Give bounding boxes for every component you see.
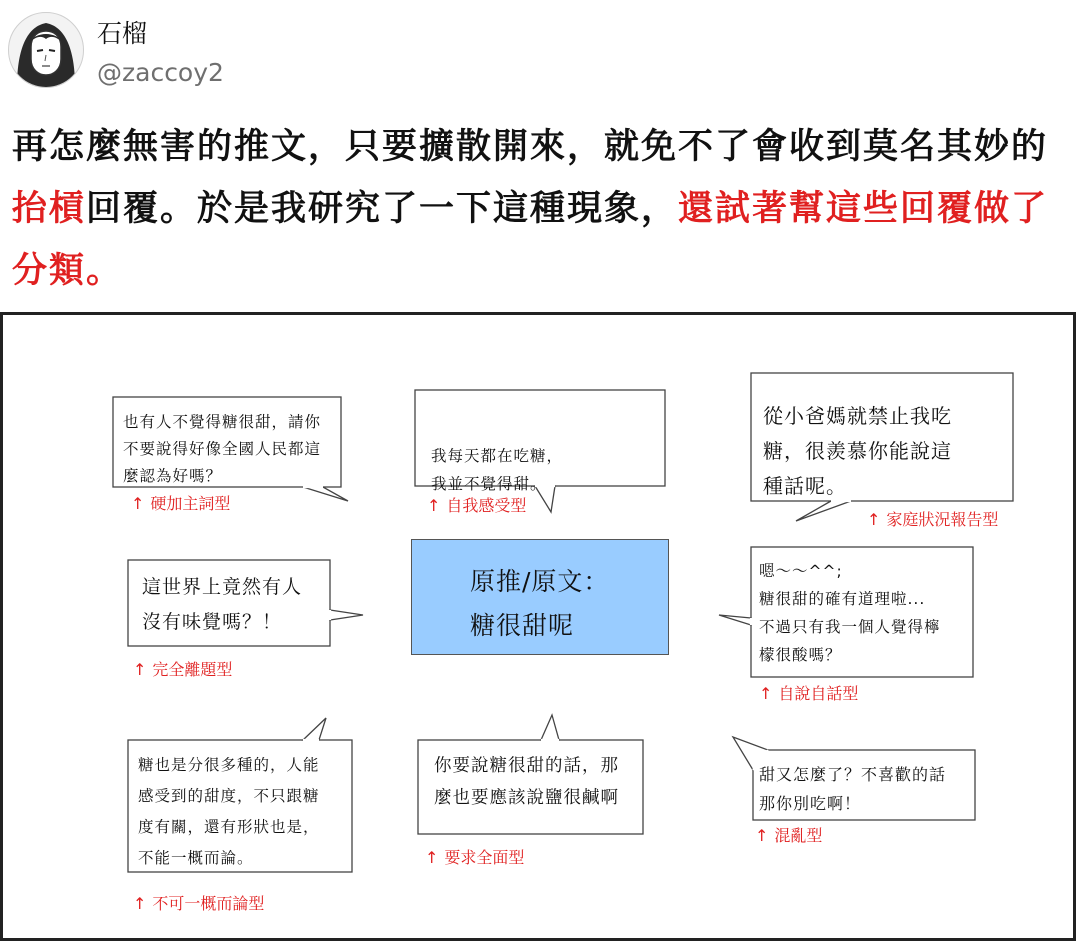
reply-type-label: 要求全面型 (444, 848, 525, 867)
reply-line: 度有關，還有形狀也是， (138, 818, 320, 836)
reply-type-label: 硬加主詞型 (150, 494, 231, 513)
arrow-up-icon: ↑ (133, 660, 147, 679)
reply-type-caption (131, 491, 230, 514)
speech-bubble-tail (303, 718, 326, 740)
reply-line: 這世界上竟然有人 (142, 576, 303, 598)
reply-text (434, 750, 619, 814)
user-handle[interactable]: @zaccoy2 (97, 58, 224, 87)
reply-line: 檬很酸嗎？ (759, 646, 842, 664)
reply-line: 感受到的甜度，不只跟糖 (138, 787, 320, 805)
reply-text (142, 570, 302, 640)
reply-type-caption (133, 657, 232, 680)
reply-type-caption (133, 891, 264, 914)
tweet-segment: 再怎麼無害的推文，只要擴散開來，就免不了會收到莫名其妙的 (12, 127, 1049, 167)
tweet-highlight: 還試著幫這些回覆做了 (678, 189, 1049, 229)
tweet-header (0, 0, 1080, 100)
arrow-up-icon: ↑ (755, 826, 769, 845)
reply-line: 不能一概而論。 (138, 849, 254, 867)
reply-type-label: 自我感受型 (446, 496, 527, 515)
reply-text (759, 557, 941, 669)
tweet-line (12, 178, 1072, 240)
speech-bubble-tail (796, 501, 851, 521)
arrow-up-icon: ↑ (427, 496, 441, 515)
arrow-up-icon: ↑ (867, 510, 881, 529)
reply-line: 甜又怎麼了？不喜歡的話 (759, 765, 947, 784)
reply-type-label: 完全離題型 (152, 660, 233, 679)
reply-line: 也有人不覺得糖很甜，請你 (123, 413, 322, 431)
reply-line: 不要說得好像全國人民都這 (123, 440, 322, 458)
reply-line: 麼也要應該說鹽很鹹啊 (434, 788, 619, 808)
reply-type-label: 家庭狀況報告型 (886, 510, 999, 529)
reply-line: 種話呢。 (763, 474, 847, 498)
tweet-text (12, 116, 1072, 302)
reply-line: 你要說糖很甜的話，那 (434, 756, 619, 776)
reply-text (759, 760, 946, 818)
arrow-up-icon: ↑ (425, 848, 439, 867)
tweet-highlight: 抬槓 (12, 189, 87, 229)
reply-type-label: 自說自話型 (778, 684, 859, 703)
reply-type-caption (755, 823, 822, 846)
avatar[interactable] (8, 12, 84, 88)
reply-line: 糖，很羨慕你能說這 (763, 439, 952, 463)
reply-line: 我並不覺得甜。 (431, 475, 547, 493)
tweet-line (12, 116, 1072, 178)
speech-bubble-tail (330, 610, 363, 620)
original-post-label: 原推/原文： (470, 567, 610, 596)
original-post-box (411, 539, 669, 655)
tweet-segment: 回覆。於是我研究了一下這種現象， (86, 189, 679, 229)
reply-type-label: 不可一概而論型 (152, 894, 265, 913)
avatar-illustration (9, 13, 83, 87)
reply-line: 糖很甜的確有道理啦... (759, 590, 926, 608)
arrow-up-icon: ↑ (133, 894, 147, 913)
reply-line: 麼認為好嗎？ (123, 467, 223, 485)
reply-type-caption (427, 493, 526, 516)
reply-text (123, 409, 321, 490)
reply-type-caption (759, 681, 858, 704)
reply-classification-figure (0, 312, 1076, 941)
reply-line: 從小爸媽就禁止我吃 (763, 404, 952, 428)
tweet-line (12, 240, 1072, 302)
reply-line: 糖也是分很多種的，人能 (138, 756, 320, 774)
reply-line: 不過只有我一個人覺得檸 (759, 618, 941, 636)
display-name[interactable]: 石榴 (97, 19, 148, 48)
arrow-up-icon: ↑ (131, 494, 145, 513)
reply-line: 沒有味覺嗎？！ (142, 611, 283, 633)
reply-line: 我每天都在吃糖， (431, 447, 564, 465)
reply-text (138, 750, 320, 874)
speech-bubble-tail (719, 615, 751, 625)
arrow-up-icon: ↑ (759, 684, 773, 703)
original-post-text: 糖很甜呢 (470, 611, 575, 640)
reply-text (763, 399, 952, 504)
tweet-highlight: 分類。 (12, 251, 124, 291)
reply-type-caption (425, 845, 524, 868)
reply-line: 那你別吃啊！ (759, 794, 862, 813)
reply-line: 嗯～～^^; (759, 562, 843, 580)
speech-bubble-tail (541, 715, 559, 740)
reply-text (431, 442, 563, 498)
reply-type-caption (867, 507, 998, 530)
reply-type-label: 混亂型 (774, 826, 823, 845)
